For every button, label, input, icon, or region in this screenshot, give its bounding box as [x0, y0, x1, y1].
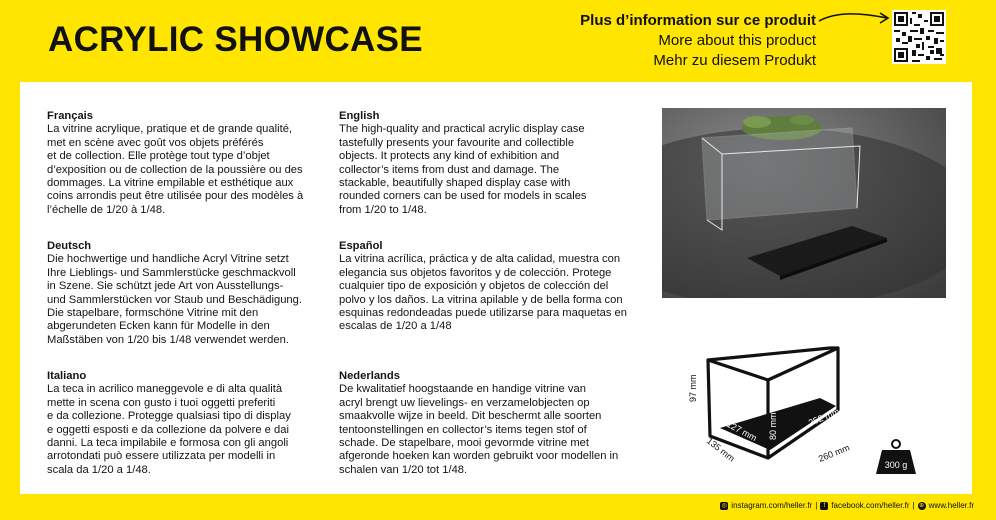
qr-code[interactable]	[892, 10, 946, 64]
section-body: Die hochwertige und handliche Acryl Vitrine setzt Ihre Lieblings- und Sammlerstücke geschmackvoll in Szene. Sie schützt jede Art von Ausstellungs- und Sammlerstücken vor Staub und Beschädigung. Die stapelbare, formschöne Vitrine mit den abgerundeten Ecken kann für Modelle in den Maßstäben von 1/20 bis 1/48 verwendet werden.	[47, 253, 302, 346]
footer-links	[720, 501, 974, 510]
section-heading: English	[339, 110, 380, 122]
section-body: The high-quality and practical acrylic display case tastefully presents your favourite and collectible objects. It protects any kind of exhibition and collector’s items from dust and damage. The stackable, beautifully shaped display case with rounded corners can be used for models in scales from 1/20 to 1/48.	[339, 123, 587, 216]
dim-inner-width: 127 mm	[725, 418, 759, 444]
web-link[interactable]: www.heller.fr	[928, 501, 974, 510]
more-info-de: Mehr zu diesem Produkt	[653, 52, 816, 69]
section-nederlands	[339, 370, 654, 477]
more-info-block[interactable]	[580, 11, 816, 71]
globe-icon: ⊕	[919, 502, 925, 509]
section-heading: Deutsch	[47, 240, 92, 252]
dimensions-diagram	[680, 340, 920, 480]
dim-outer-width: 135 mm	[704, 435, 737, 464]
more-info-fr: Plus d’information sur ce produit	[580, 12, 816, 29]
section-body: La teca in acrilico maneggevole e di alta qualità mette in scena con gusto i tuoi oggetti preferiti e da collezione. Protegge qualsiasi tipo di display e oggetti esposti e da collezione da polvere e dai danni. La teca impilabile e formosa con gli angoli arrotondati può essere utilizzata per modelli in scala da 1/20 a 1/48.	[47, 383, 291, 476]
section-heading: Nederlands	[339, 370, 400, 382]
section-italiano	[47, 370, 347, 477]
dim-outer-height: 97 mm	[688, 374, 698, 402]
weight-icon	[876, 440, 916, 474]
product-photo	[662, 108, 946, 298]
dim-outer-length: 260 mm	[817, 442, 851, 464]
section-deutsch	[47, 240, 347, 347]
arrow-icon	[817, 9, 893, 31]
footer-separator: |	[815, 501, 818, 510]
section-body: La vitrina acrílica, práctica y de alta calidad, muestra con elegancia sus objetos favoritos y de colección. Protege cualquier tipo de exposición y objetos de colección del polvo y los daños. La vitrina apilable y de bella forma con esquinas redondeadas puede utilizarse para maquetas en escalas de 1/20 a 1/48	[339, 253, 627, 333]
weight-label: 300 g	[884, 460, 908, 470]
instagram-icon: ◎	[721, 502, 727, 509]
instagram-link[interactable]: instagram.com/heller.fr	[731, 501, 813, 510]
dim-inner-height: 80 mm	[768, 412, 778, 440]
section-heading: Español	[339, 240, 383, 252]
more-info-en: More about this product	[658, 32, 816, 49]
section-body: La vitrine acrylique, pratique et de grande qualité, met en scène avec goût vos objets préférés et de collection. Elle protège tout type d’objet d’exposition ou de collection de la poussière ou des dommages. La vitrine empilable et esthétique aux coins arrondis peut être utilisée pour des modèles à l’échelle de 1/20 à 1/48.	[47, 123, 304, 216]
facebook-icon: f	[820, 502, 828, 510]
section-heading: Français	[47, 110, 94, 122]
section-espanol	[339, 240, 654, 334]
section-english	[339, 110, 639, 217]
section-heading: Italiano	[47, 370, 87, 382]
section-body: De kwalitatief hoogstaande en handige vitrine van acryl brengt uw lievelings- en verzamelobjecten op smaakvolle wijze in beeld. Dit beschermt alle soorten tentoonstellingen en collector’s items tegen stof of schade. De stapelbare, mooi gevormde vitrine met afgeronde hoeken kan worden gebruikt voor modellen in schalen van 1/20 tot 1/48.	[339, 383, 619, 476]
page-title: ACRYLIC SHOWCASE	[48, 20, 423, 59]
dim-inner-length: 252 mm	[807, 406, 841, 428]
footer-separator: |	[912, 501, 915, 510]
section-francais	[47, 110, 347, 217]
facebook-link[interactable]: facebook.com/heller.fr	[831, 501, 910, 510]
